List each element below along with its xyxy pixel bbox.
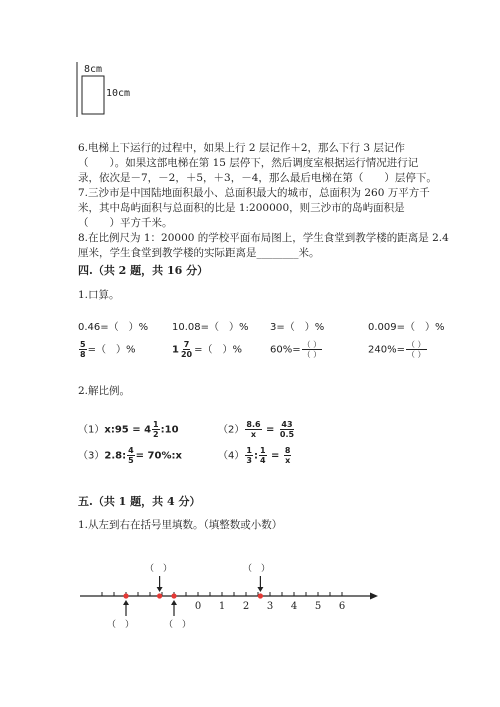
section-4-heading: 四.（共 2 题，共 16 分） <box>78 264 209 277</box>
number-line-tick-label: 3 <box>266 601 274 612</box>
s5-q1-title: 1.从左到右在括号里填数。（填整数或小数） <box>78 519 283 531</box>
oral-calc-6: 1 $\frac{7}{20}$ =（ ）% <box>172 340 242 359</box>
arrow-down-head <box>157 587 163 592</box>
oral-calc-7: 60%= $\frac{( )}{( )}$ <box>270 340 322 359</box>
s4-q1-title: 1.口算。 <box>78 289 120 301</box>
proportion-2: （2） $\frac{8.6}{x}$ = $\frac{43}{0.5}$ <box>218 420 295 439</box>
blank-below-1: （ ） <box>107 620 135 630</box>
s4-q2-title: 2.解比例。 <box>78 385 131 397</box>
oral-calc-3: 3=（ ）% <box>270 322 325 333</box>
number-line-tick-label: 1 <box>218 601 226 612</box>
rect-width-label: 8cm <box>84 64 103 75</box>
number-line-marked-point <box>258 593 263 598</box>
blank-above-2: （ ） <box>243 564 271 574</box>
number-line-tick-label: 5 <box>314 601 322 612</box>
number-line-marked-point <box>171 593 176 598</box>
number-line-marked-point <box>157 593 162 598</box>
number-line-tick-label: 0 <box>194 601 202 612</box>
number-line-tick-label: 2 <box>242 601 250 612</box>
proportion-1: （1）x:95 = 4 $\frac{1}{2}$ :10 <box>78 420 179 439</box>
number-line-tick-label: 6 <box>338 601 346 612</box>
q6-line-3: 录，依次是－7，－2，＋5，＋3，－4，那么最后电梯在第（ ）层停下。 <box>78 172 437 184</box>
q7-line-1: 7.三沙市是中国陆地面积最小、总面积最大的城市，总面积为 260 万平方千 <box>78 187 430 199</box>
oral-calc-4: 0.009=（ ）% <box>368 322 445 333</box>
proportion-3: （3）2.8: $\frac{4}{5}$ = 70%:x <box>78 446 182 465</box>
blank-above-1: （ ） <box>145 564 173 574</box>
number-line-tick-label: 4 <box>290 601 298 612</box>
arrow-up-head <box>171 600 177 605</box>
blank-below-2: （ ） <box>164 620 192 630</box>
q7-line-2: 米，其中岛屿面积与总面积的比是 1:200000，则三沙市的岛屿面积是 <box>78 202 405 214</box>
oral-calc-1: 0.46=（ ）% <box>78 322 149 333</box>
arrow-up-head <box>123 600 129 605</box>
oral-calc-5: $\frac{5}{8}$ =（ ）% <box>80 340 136 359</box>
number-line-arrowhead <box>370 593 378 600</box>
number-line-marked-point <box>123 593 128 598</box>
q8-line-1: 8.在比例尺为 1：20000 的学校平面布局图上，学生食堂到教学楼的距离是 2.4 <box>78 232 449 244</box>
rect-height-label: 10cm <box>106 88 131 99</box>
q7-line-3: （ ）平方千米。 <box>78 217 173 229</box>
q8-line-2: 厘米，学生食堂到教学楼的实际距离是________米。 <box>78 247 320 259</box>
proportion-4: （4） $\frac{1}{3}$ : $\frac{1}{4}$ = $\frac{8}{x}$ <box>218 446 291 465</box>
section-5-heading: 五.（共 1 题，共 4 分） <box>78 495 201 508</box>
oral-calc-8: 240%= $\frac{( )}{( )}$ <box>368 340 426 359</box>
arrow-down-head <box>257 587 263 592</box>
oral-calc-2: 10.08=（ ）% <box>172 322 249 333</box>
q6-line-2: （ ）。如果这部电梯在第 15 层停下，然后调度室根据运行情况进行记 <box>78 157 419 169</box>
q6-line-1: 6.电梯上下运行的过程中，如果上行 2 层记作＋2，那么下行 3 层记作 <box>78 142 405 154</box>
